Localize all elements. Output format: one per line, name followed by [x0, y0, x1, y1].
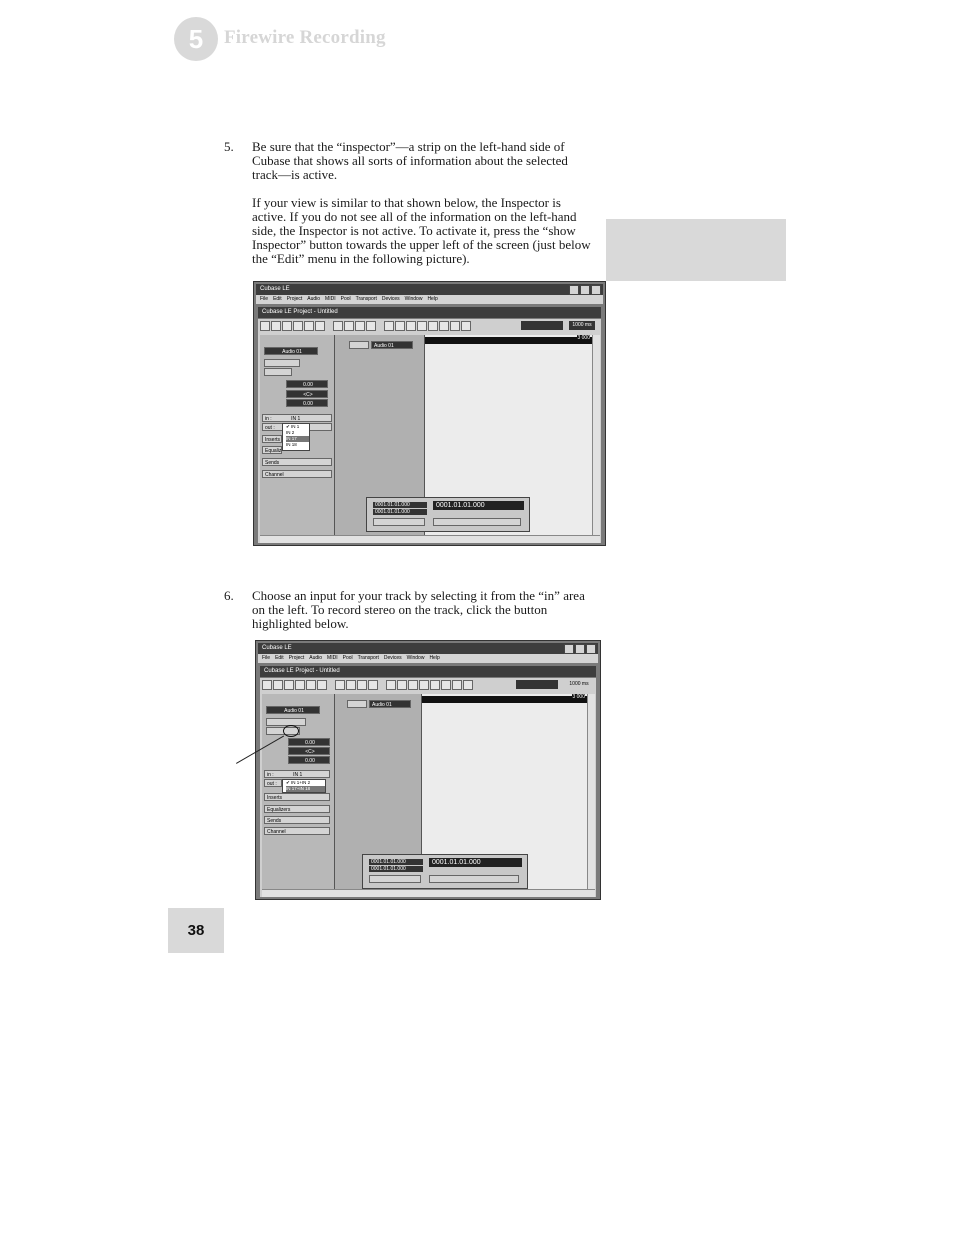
menu-devices[interactable]: Devices — [383, 655, 402, 661]
menu-audio[interactable]: Audio — [309, 655, 323, 661]
maximize-icon[interactable] — [580, 285, 590, 295]
in-value[interactable]: IN 1 — [293, 772, 303, 778]
menu-window[interactable]: Window — [406, 655, 425, 661]
inspector-track-name: Audio 01 — [266, 706, 320, 714]
page-number: 38 — [168, 908, 224, 953]
zoom-field[interactable]: 1000 ms — [566, 680, 592, 689]
inspector-section-equalizers[interactable]: Equaliz — [262, 446, 282, 454]
toolbar — [262, 680, 594, 690]
tool-button[interactable] — [395, 321, 405, 331]
in-value[interactable]: IN 1 — [291, 416, 301, 422]
toolbar-button[interactable] — [315, 321, 325, 331]
toolbar-button[interactable] — [295, 680, 305, 690]
out-label: out : — [267, 781, 277, 787]
menu-midi[interactable]: MIDI — [327, 655, 338, 661]
out-label: out : — [265, 425, 275, 431]
app-title: Cubase LE — [260, 286, 290, 292]
output-row[interactable] — [264, 779, 282, 787]
inspector-panel — [260, 335, 335, 535]
ruler-end-label: 3 000 — [577, 335, 590, 341]
step-6-number: 6. — [224, 588, 234, 603]
toolbar-button[interactable] — [293, 321, 303, 331]
play-button[interactable] — [346, 680, 356, 690]
pan-field[interactable]: <C> — [286, 390, 328, 398]
track-buttons-row[interactable] — [266, 718, 306, 726]
inspector-section-channel[interactable]: Channel — [264, 827, 330, 835]
position-display[interactable]: 0001.01.01.000 — [433, 501, 524, 510]
ruler-end-label: 3 000 — [572, 694, 585, 700]
screenshot-cubase-inspector — [253, 281, 606, 546]
stop-button[interactable] — [333, 321, 343, 331]
volume-field[interactable]: 0.00 — [286, 380, 328, 388]
transport-buttons[interactable] — [433, 518, 521, 526]
project-title-bar — [258, 307, 601, 318]
horizontal-scrollbar[interactable] — [260, 535, 600, 543]
step-5-number: 5. — [224, 139, 234, 154]
inspector-section-sends[interactable]: Sends — [264, 816, 330, 824]
close-icon[interactable] — [591, 285, 601, 295]
stereo-button-highlight[interactable] — [283, 725, 299, 737]
zoom-field[interactable]: 1000 ms — [569, 321, 595, 330]
dropdown-option[interactable]: IN 2 — [286, 430, 295, 435]
show-inspector-button[interactable] — [262, 680, 272, 690]
track-buttons-row[interactable] — [264, 359, 300, 367]
track-buttons-row[interactable] — [264, 368, 292, 376]
menu-devices[interactable]: Devices — [381, 296, 400, 302]
sidebar-gray-box — [606, 219, 786, 281]
input-row[interactable] — [264, 770, 330, 778]
transport-mode-buttons[interactable] — [373, 518, 425, 526]
tool-button[interactable] — [428, 321, 438, 331]
timeline-ruler[interactable] — [422, 696, 587, 703]
step-5-paragraph-2: If your view is similar to that shown below, the Inspector is active. If you do not see all of the information on the left-hand side, the Inspector is not active. To activate it, press the “show Inspector” button towards the upper left of the screen (just below the “Edit” menu in the following picture). — [252, 195, 591, 266]
menu-bar — [256, 295, 603, 304]
menu-pool[interactable]: Pool — [340, 296, 351, 302]
menu-audio[interactable]: Audio — [307, 296, 321, 302]
project-title: Cubase LE Project - Untitled — [264, 668, 340, 674]
inspector-section-equalizers[interactable]: Equalizers — [264, 805, 330, 813]
tool-button[interactable] — [408, 680, 418, 690]
project-window — [258, 319, 601, 543]
app-title-bar — [258, 643, 598, 654]
project-title: Cubase LE Project - Untitled — [262, 309, 338, 315]
track-name[interactable]: Audio 01 — [369, 700, 411, 708]
record-button[interactable] — [366, 321, 376, 331]
toolbar-button[interactable] — [317, 680, 327, 690]
delay-field[interactable]: 0.00 — [288, 756, 330, 764]
chapter-title: Firewire Recording — [224, 27, 386, 48]
menu-pool[interactable]: Pool — [342, 655, 353, 661]
input-dropdown[interactable] — [282, 423, 310, 451]
toolbar — [260, 321, 599, 331]
stop-button[interactable] — [335, 680, 345, 690]
dropdown-option[interactable]: IN 17 — [286, 436, 309, 442]
menu-transport[interactable]: Transport — [355, 296, 377, 302]
horizontal-scrollbar[interactable] — [262, 889, 595, 897]
show-inspector-button[interactable] — [260, 321, 270, 331]
tool-button[interactable] — [439, 321, 449, 331]
menu-file[interactable]: File — [262, 655, 271, 661]
record-button[interactable] — [368, 680, 378, 690]
vertical-scrollbar[interactable] — [587, 694, 595, 889]
timeline-ruler[interactable] — [425, 337, 592, 344]
menu-help[interactable]: Help — [429, 655, 440, 661]
tool-button[interactable] — [406, 321, 416, 331]
track-controls[interactable] — [347, 700, 367, 708]
step-6-paragraph-1: Choose an input for your track by selecting it from the “in” area on the left. To record stereo on the track, click the button highlighted below. — [252, 588, 585, 631]
track-controls[interactable] — [349, 341, 369, 349]
app-title: Cubase LE — [262, 645, 292, 651]
tool-button[interactable] — [386, 680, 396, 690]
tool-button[interactable] — [384, 321, 394, 331]
tool-button[interactable] — [463, 680, 473, 690]
menu-help[interactable]: Help — [427, 296, 438, 302]
snap-field[interactable] — [521, 321, 563, 330]
input-row[interactable] — [262, 414, 332, 422]
menu-edit[interactable]: Edit — [275, 655, 284, 661]
left-locator[interactable]: 0001.01.01.000 — [369, 859, 423, 865]
maximize-icon[interactable] — [575, 644, 585, 654]
app-title-bar — [256, 284, 603, 295]
toolbar-button[interactable] — [304, 321, 314, 331]
menu-midi[interactable]: MIDI — [325, 296, 336, 302]
inspector-track-name: Audio 01 — [264, 347, 318, 355]
inspector-section-inserts[interactable]: Inserts — [264, 793, 330, 801]
track-name[interactable]: Audio 01 — [371, 341, 413, 349]
transport-panel — [366, 497, 530, 532]
vertical-scrollbar[interactable] — [592, 335, 600, 535]
tool-button[interactable] — [461, 321, 471, 331]
screenshot-cubase-stereo — [255, 640, 601, 900]
tool-button[interactable] — [450, 321, 460, 331]
chapter-number-badge: 5 — [174, 17, 218, 61]
input-dropdown[interactable] — [282, 779, 326, 793]
menu-window[interactable]: Window — [404, 296, 423, 302]
transport-buttons[interactable] — [429, 875, 519, 883]
dropdown-option[interactable]: ✔ IN 1+IN 2 — [286, 780, 311, 785]
inspector-section-sends[interactable]: Sends — [262, 458, 332, 466]
play-button[interactable] — [344, 321, 354, 331]
toolbar-button[interactable] — [282, 321, 292, 331]
toolbar-button[interactable] — [284, 680, 294, 690]
transport-panel — [362, 854, 528, 889]
tool-button[interactable] — [441, 680, 451, 690]
dropdown-option[interactable]: ✔ IN 1 — [286, 424, 300, 429]
transport-mode-buttons[interactable] — [369, 875, 421, 883]
tool-button[interactable] — [397, 680, 407, 690]
dropdown-option[interactable]: IN 17+IN 18 — [286, 786, 325, 792]
toolbar-button[interactable] — [271, 321, 281, 331]
tool-button[interactable] — [419, 680, 429, 690]
cycle-button[interactable] — [357, 680, 367, 690]
menu-project[interactable]: Project — [288, 655, 305, 661]
inspector-section-channel[interactable]: Channel — [262, 470, 332, 478]
inspector-panel — [262, 694, 335, 889]
in-label: in : — [265, 416, 272, 422]
volume-field[interactable]: 0.00 — [288, 738, 330, 746]
left-locator[interactable]: 0001.01.01.000 — [373, 502, 427, 508]
tool-button[interactable] — [430, 680, 440, 690]
cycle-button[interactable] — [355, 321, 365, 331]
menu-bar — [258, 654, 598, 663]
pan-field[interactable]: <C> — [288, 747, 330, 755]
toolbar-button[interactable] — [306, 680, 316, 690]
menu-transport[interactable]: Transport — [357, 655, 379, 661]
tool-button[interactable] — [452, 680, 462, 690]
inspector-section-inserts[interactable]: Inserts — [262, 435, 282, 443]
minimize-icon[interactable] — [564, 644, 574, 654]
menu-edit[interactable]: Edit — [273, 296, 282, 302]
delay-field[interactable]: 0.00 — [286, 399, 328, 407]
step-5-paragraph-1: Be sure that the “inspector”—a strip on the left-hand side of Cubase that shows all sorts of information about the selected track—is active. — [252, 139, 568, 182]
project-title-bar — [260, 666, 596, 677]
dropdown-option[interactable]: IN 18 — [286, 442, 297, 447]
menu-file[interactable]: File — [260, 296, 269, 302]
in-label: in : — [267, 772, 274, 778]
close-icon[interactable] — [586, 644, 596, 654]
project-window — [260, 678, 596, 897]
position-display[interactable]: 0001.01.01.000 — [429, 858, 522, 867]
minimize-icon[interactable] — [569, 285, 579, 295]
tool-button[interactable] — [417, 321, 427, 331]
snap-field[interactable] — [516, 680, 558, 689]
right-locator[interactable]: 0001.01.01.000 — [369, 866, 423, 872]
right-locator[interactable]: 0001.01.01.000 — [373, 509, 427, 515]
toolbar-button[interactable] — [273, 680, 283, 690]
menu-project[interactable]: Project — [286, 296, 303, 302]
